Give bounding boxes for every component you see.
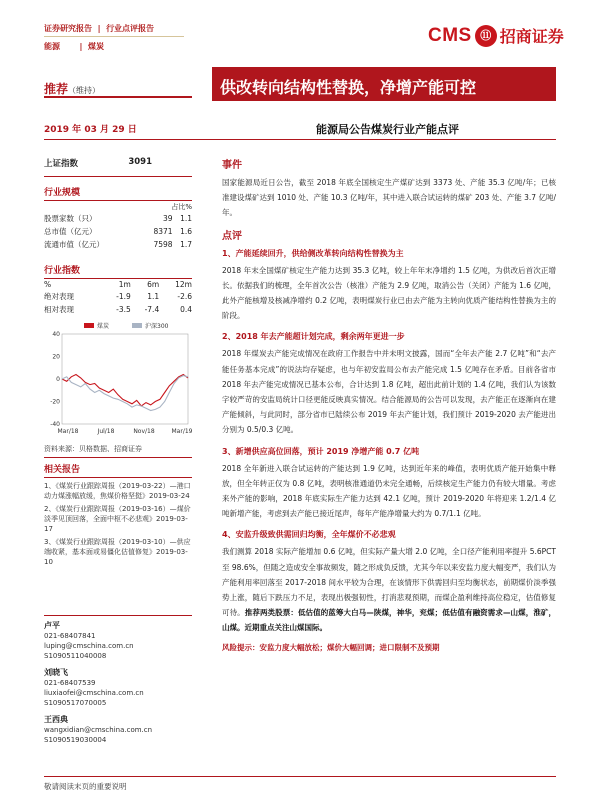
event-title: 事件 — [222, 160, 242, 171]
legend-label: 沪深300 — [145, 323, 169, 330]
industry-scale-title: 行业规模 — [44, 188, 81, 198]
headline: 供改转向结构性替换，净增产能可控 — [220, 78, 477, 97]
y-tick-label: -20 — [50, 398, 60, 406]
y-tick-label: 0 — [56, 376, 60, 383]
table-row: 股票家数（只） 39 1.1 — [44, 214, 192, 223]
rating: 推荐（维持） — [44, 82, 101, 96]
related-reports-title: 相关报告 — [44, 465, 81, 475]
analyst-email[interactable]: wangxidian@cmschina.com.cn — [44, 726, 153, 734]
x-tick-label: Jul/18 — [97, 428, 115, 435]
x-tick-label: Nov/18 — [133, 428, 155, 435]
analyst-name: 刘晓飞 — [44, 668, 68, 677]
industry-index-title: 行业指数 — [44, 266, 81, 276]
related-report-3[interactable]: 3、《煤炭行业跟踪周报（2019-03-10）—供应端收紧，基本面或易僵化估值修复》2019-03-10 — [44, 538, 191, 566]
title-divider — [44, 139, 556, 140]
divider — [44, 176, 192, 177]
y-tick-label: -40 — [50, 421, 60, 428]
series-line — [62, 375, 188, 407]
industry-index-table — [44, 279, 192, 316]
logo-mark-icon: ⑪ — [475, 25, 497, 47]
y-tick-label: 20 — [52, 353, 60, 361]
point-1-text: 2018 年末全国煤矿核定生产能力达到 35.3 亿吨，较上年年末净增约 1.5 亿吨，为供改后首次正增长。依据我们的梳理，全年首次公告（核准）产能为 2.9 亿吨，取消公告（关闭）产能为 1.6 亿吨，此外产能核增及核减净增约 0.2 亿吨，表明煤炭行业已由去产能为主转向优质产能结构性替换为主的阶段。 — [222, 265, 556, 321]
point-2-text: 2018 年煤炭去产能完成情况在政府工作报告中并未明文披露，国而“全年去产能 2.7 亿吨”和“去产能任务基本完成”的说法均存疑虑，也与年初安监局公布去产能完成 1.5 亿吨存在矛盾。目前各省市 2018 年去产能完成情况已基本公布，合计达到 1.8 亿吨，超出此前计划的 1.4 亿吨，我们认为该数字较严苛的安监局统计口径更能反映真实情况。结合能源局的公告可以发现，去产能正在逐渐向在建产能倾斜，与此同时，部分省市已陆续公布 2019 年去产能计划，我们预计 2019-2020 去产能进出分别为 0.5/0.3 亿吨。 — [222, 349, 556, 435]
x-tick-label: Mar/19 — [171, 428, 192, 435]
footer-note: 敬请阅读末页的重要说明 — [44, 782, 127, 791]
industry-scale-table — [44, 212, 192, 251]
table-row: 总市值（亿元） 8371 1.6 — [44, 227, 192, 236]
related-report-2[interactable]: 2、《煤炭行业跟踪周报（2019-03-16）—煤价淡季见顶回落，全面中枢不必悲观》2019-03-17 — [44, 505, 191, 533]
report-type: 证券研究报告 | 行业点评报告 — [44, 24, 155, 33]
rating-underline — [44, 96, 192, 98]
legend-swatch — [84, 323, 94, 328]
index-row: 上证指数 3091 — [44, 157, 152, 169]
chart-source: 资料来源：贝格数据、招商证券 — [44, 445, 142, 453]
header-divider — [44, 36, 184, 37]
analyst-email[interactable]: liuxiaofei@cmschina.com.cn — [44, 689, 144, 697]
point-1-head: 1、产能延续回升，供给侧改革转向结构性替换为主 — [222, 248, 404, 258]
point-4-text: 我们测算 2018 实际产能增加 0.6 亿吨，但实际产量大增 2.0 亿吨，全口径产能利用率提升 5.6PCT 至 98.6%，但随之造成安全事故频发，随之形成负反馈，尤其今年以来安监力度大幅变严，我们认为产能利用率回落至 2017-2018 间水平较为合理，在该情形下供需回归至均衡状态，前期煤价淡季强势上涨，随后下跌压力不足，表现出极强韧性，打消悲观预期，而煤企盈利维持高位稳定，估值修复可待。推荐两类股票：低估值的蓝筹大白马—陕煤，神华，兖煤；低估值有融资需求—山煤，淮矿，山煤。近期重点关注山煤国际。 — [222, 547, 557, 633]
table-row: 绝对表现 -1.9 1.1 -2.6 — [44, 292, 192, 301]
table-row: 流通市值（亿元） 7598 1.7 — [44, 240, 192, 249]
legend-label: 煤炭 — [97, 323, 110, 330]
analyst-name: 卢平 — [44, 621, 60, 630]
table-row: 相对表现 -3.5 -7.4 0.4 — [44, 305, 192, 314]
table-header: % 1m 6m 12m — [44, 280, 192, 289]
series-line — [62, 376, 188, 411]
x-tick-label: Mar/18 — [57, 428, 79, 435]
point-2-head: 2、2018 年去产能超计划完成，剩余两年更进一步 — [222, 332, 405, 342]
point-4-head: 4、安监升级致供需回归均衡，全年煤价不必悲观 — [222, 530, 396, 540]
point-3-text: 2018 全年新进入联合试运转的产能达到 1.9 亿吨，达到近年来的峰值，表明优质产能开始集中释放，但全年转正仅为 0.8 亿吨，表明核准通道仍未完全通畅，后续核定生产能力仍有较大增量。考虑来外产能的影响，2018 年底实际生产能力达到 42.1 亿吨，预计 2019-2020 年将迎来 1.2/1.4 亿吨新增产能，考虑到去产能已接近尾声，每年产能净增量大约为 0.7/1.1 亿吨。 — [222, 463, 556, 519]
scale-col-header: 占比% — [171, 203, 192, 211]
analyst-name: 王西典 — [44, 715, 68, 724]
risk-warning: 风险提示：安监力度大幅放松；煤价大幅回调；进口限制不及预期 — [222, 642, 440, 652]
legend-swatch — [132, 323, 142, 328]
point-3-head: 3、新增供应高位回落，预计 2019 净增产能 0.7 亿吨 — [222, 446, 420, 456]
comment-title: 点评 — [222, 230, 242, 242]
chart-frame — [62, 334, 188, 424]
report-date: 2019 年 03 月 29 日 — [44, 125, 137, 135]
footer-divider — [44, 776, 556, 777]
related-report-1[interactable]: 1、《煤炭行业跟踪周报（2019-03-22）—港口动力煤涨幅放缓，焦煤价格坚挺》2019-03-24 — [44, 482, 191, 500]
performance-chart — [44, 320, 192, 442]
analyst-email[interactable]: luping@cmschina.com.cn — [44, 642, 134, 650]
report-sector: 能源 | 煤炭 — [44, 42, 104, 51]
analyst-block: 卢平 021-68407841 luping@cmschina.com.cn S1090511040008 刘晓飞 021-68407539 liuxiaofei@cmschina.com.cn S1090517070005 王西典 wangxidian@cmschina.com.cn S1090519030004 — [44, 615, 192, 745]
y-tick-label: 40 — [52, 331, 60, 338]
company-logo: CMS ⑪ 招商证券 — [428, 24, 564, 46]
report-subtitle: 能源局公告煤炭行业产能点评 — [316, 123, 459, 136]
event-text: 国家能源局近日公告，截至 2018 年底全国核定生产煤矿达到 3373 处、产能 35.3 亿吨/年；已核准建设煤矿达到 1010 处、产能 10.3 亿吨/年，其中进入联合试运转的煤矿 203 处、产能 3.7 亿吨/年。 — [222, 178, 556, 218]
